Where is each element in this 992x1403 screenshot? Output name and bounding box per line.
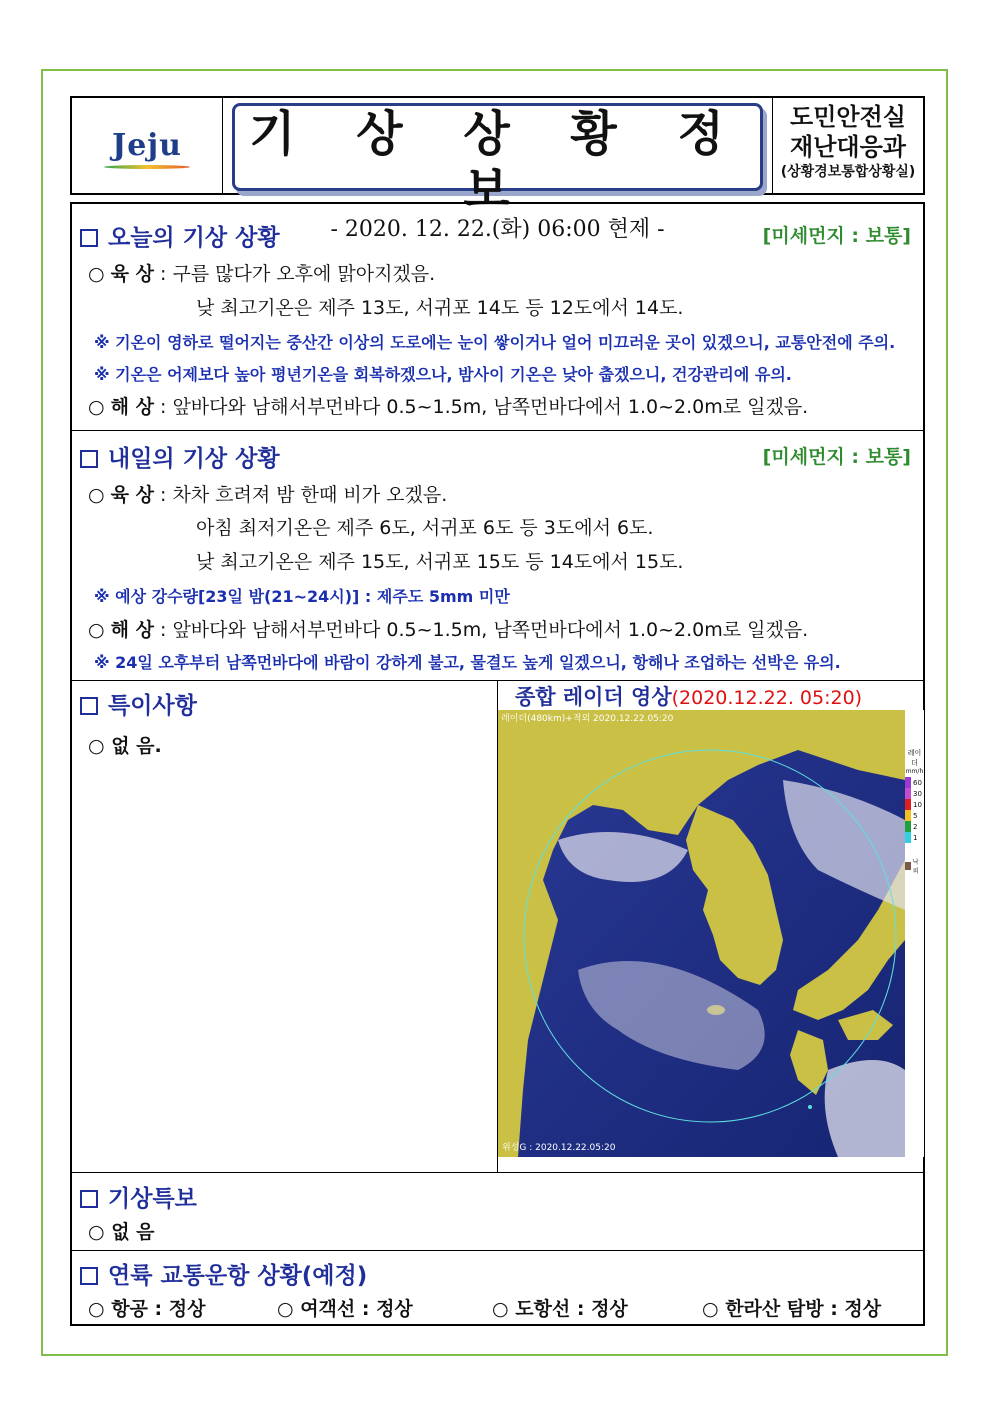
- checkbox-square-icon: [80, 450, 98, 468]
- tomorrow-land-line-3: 낮 최고기온은 제주 15도, 서귀포 15도 등 14도에서 15도.: [196, 551, 684, 573]
- tomorrow-note-2: ※ 24일 오후부터 남쪽먼바다에 바람이 강하게 불고, 물결도 높게 일겠으니, 항해나 조업하는 선박은 유의.: [94, 653, 841, 672]
- radar-legend: [905, 710, 924, 1157]
- tomorrow-note-1: ※ 예상 강수량[23일 밤(21~24시)] : 제주도 5mm 미만: [94, 587, 510, 606]
- dept-line-3: (상황경보통합상황실): [780, 164, 916, 180]
- legend-item: 1: [905, 832, 924, 843]
- radar-panel: [497, 681, 924, 1173]
- today-note-1: ※ 기온이 영하로 떨어지는 중산간 이상의 도로에는 눈이 쌓이거나 얼어 미끄러운 곳이 있겠으니, 교통안전에 주의.: [94, 333, 896, 352]
- checkbox-square-icon: [80, 229, 98, 247]
- legend-item: 10: [905, 799, 924, 810]
- special-text: ○ 없 음.: [88, 735, 162, 757]
- traffic-heading: 연륙 교통운항 상황(예정): [80, 1257, 367, 1290]
- tomorrow-dust-level: [미세먼지 : 보통]: [762, 446, 911, 468]
- special-section: [72, 681, 923, 1173]
- today-land-line: ○ 육 상 : 구름 많다가 오후에 맑아지겠음.: [88, 263, 436, 285]
- checkbox-square-icon: [80, 1190, 98, 1208]
- tomorrow-land-line: ○ 육 상 : 차차 흐려져 밤 한때 비가 오겠음.: [88, 484, 448, 506]
- jeju-logo: [72, 98, 223, 193]
- traffic-section: [72, 1251, 923, 1324]
- page-title: 기 상 상 황 정 보: [249, 106, 746, 218]
- radar-satellite-image: [498, 710, 905, 1157]
- legend-item: 60: [905, 777, 924, 788]
- traffic-item-hallasan: ○ 한라산 탐방 : 정상: [702, 1298, 882, 1320]
- dept-line-1: 도민안전실: [790, 103, 906, 131]
- radar-title: 종합 레이더 영상(2020.12.22. 05:20): [515, 685, 863, 709]
- legend-item: 낙뢰: [905, 857, 924, 875]
- checkbox-square-icon: [80, 697, 98, 715]
- legend-item: 2: [905, 821, 924, 832]
- legend-item: 5: [905, 810, 924, 821]
- tomorrow-land-line-2: 아침 최저기온은 제주 6도, 서귀포 6도 등 3도에서 6도.: [196, 517, 654, 539]
- report-body: [70, 202, 925, 1326]
- warning-text: ○ 없 음: [88, 1221, 155, 1243]
- tomorrow-heading: 내일의 기상 상황: [80, 440, 280, 473]
- title-box: [232, 103, 763, 242]
- radar-caption-bottom: 위성G : 2020.12.22.05:20: [502, 1143, 616, 1153]
- tomorrow-section: [72, 431, 923, 681]
- department-box: [772, 98, 923, 193]
- legend-unit: mm/h: [905, 768, 924, 775]
- warning-heading: 기상특보: [80, 1180, 197, 1213]
- legend-title: 레이더: [907, 749, 922, 767]
- today-section: [72, 204, 923, 431]
- today-land-line-2: 낮 최고기온은 제주 13도, 서귀포 14도 등 12도에서 14도.: [196, 297, 684, 319]
- special-heading: 특이사항: [80, 687, 197, 720]
- logo-text: Jeju: [112, 128, 182, 163]
- traffic-item-ferry: ○ 여객선 : 정상: [277, 1298, 413, 1320]
- report-datetime: - 2020. 12. 22.(화) 06:00 현제 -: [330, 217, 665, 242]
- today-heading: 오늘의 기상 상황: [80, 219, 280, 252]
- dept-line-2: 재난대응과: [790, 133, 906, 161]
- legend-item: 30: [905, 788, 924, 799]
- tomorrow-sea-line: ○ 해 상 : 앞바다와 남해서부먼바다 0.5~1.5m, 남쪽먼바다에서 1.0~2.0m로 일겠음.: [88, 619, 809, 641]
- today-sea-line: ○ 해 상 : 앞바다와 남해서부먼바다 0.5~1.5m, 남쪽먼바다에서 1.0~2.0m로 일겠음.: [88, 396, 809, 418]
- today-dust-level: [미세먼지 : 보통]: [762, 225, 911, 247]
- traffic-item-island-ferry: ○ 도항선 : 정상: [492, 1298, 628, 1320]
- radar-map-graphic: [498, 710, 905, 1157]
- radar-caption-top: 레이더(480km)+적외 2020.12.22.05:20: [501, 714, 674, 724]
- traffic-item-air: ○ 항공 : 정상: [88, 1298, 206, 1320]
- warning-section: [72, 1173, 923, 1251]
- today-note-2: ※ 기온은 어제보다 높아 평년기온을 회복하겠으나, 밤사이 기온은 낮아 춥겠으니, 건강관리에 유의.: [94, 365, 792, 384]
- checkbox-square-icon: [80, 1267, 98, 1285]
